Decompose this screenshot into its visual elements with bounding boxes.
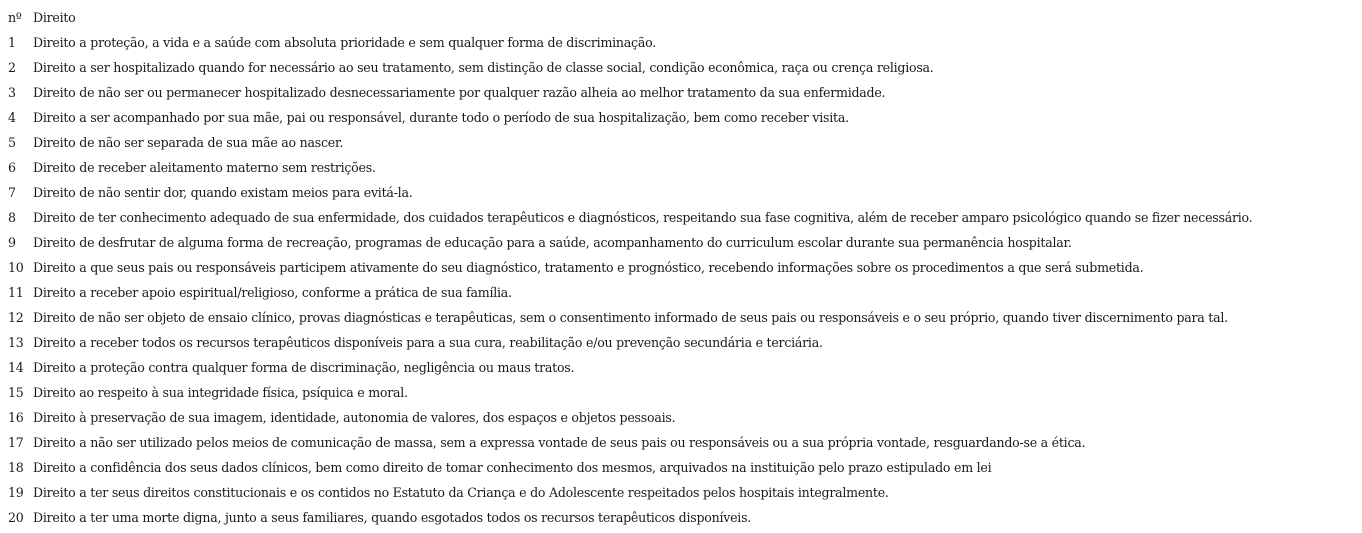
table-row [8,180,1252,205]
table-row [8,230,1252,255]
row-right-text: Direito a proteção contra qualquer forma de discriminação, negligência ou maus tratos. [33,360,575,375]
row-right-text: Direito a receber apoio espiritual/religioso, conforme a prática de sua família. [33,285,512,300]
table-row [8,455,1252,480]
row-right-text: Direito à preservação de sua imagem, identidade, autonomia de valores, dos espaços e objetos pessoais. [33,410,676,425]
rights-table [8,5,1252,530]
table-row [8,305,1252,330]
table-row [8,505,1252,530]
row-right-text: Direito de não ser separada de sua mãe ao nascer. [33,135,344,150]
table-row [8,30,1252,55]
table-header-row [8,5,1252,30]
row-number: 1 [8,35,16,50]
row-number: 9 [8,235,16,250]
row-number: 10 [8,260,24,275]
row-right-text: Direito a ser hospitalizado quando for necessário ao seu tratamento, sem distinção de classe social, condição econômica, raça ou crença religiosa. [33,60,934,75]
table-row [8,380,1252,405]
row-right-text: Direito a que seus pais ou responsáveis participem ativamente do seu diagnóstico, tratamento e prognóstico, recebendo informações sobre os procedimentos a que será submetida. [33,260,1144,275]
table-row [8,255,1252,280]
row-number: 3 [8,85,16,100]
row-right-text: Direito a ter seus direitos constitucionais e os contidos no Estatuto da Criança e do Adolescente respeitados pelos hospitais integralmente. [33,485,889,500]
row-right-text: Direito de não ser objeto de ensaio clínico, provas diagnósticas e terapêuticas, sem o consentimento informado de seus pais ou responsáveis e o seu próprio, quando tiver discernimento para tal. [33,310,1228,325]
table-row [8,130,1252,155]
row-number: 2 [8,60,16,75]
table-row [8,330,1252,355]
row-right-text: Direito de ter conhecimento adequado de sua enfermidade, dos cuidados terapêuticos e diagnósticos, respeitando sua fase cognitiva, além de receber amparo psicológico quando se fizer necessário. [33,210,1253,225]
table-row [8,280,1252,305]
table-row [8,55,1252,80]
row-right-text: Direito a receber todos os recursos terapêuticos disponíveis para a sua cura, reabilitação e/ou prevenção secundária e terciária. [33,335,823,350]
table-row [8,405,1252,430]
table-row [8,80,1252,105]
row-number: 17 [8,435,24,450]
row-number: 13 [8,335,24,350]
row-right-text: Direito a ter uma morte digna, junto a seus familiares, quando esgotados todos os recursos terapêuticos disponíveis. [33,510,752,525]
row-number: 6 [8,160,16,175]
row-right-text: Direito a ser acompanhado por sua mãe, pai ou responsável, durante todo o período de sua hospitalização, bem como receber visita. [33,110,849,125]
row-number: 14 [8,360,24,375]
header-right: Direito [33,10,76,25]
table-row [8,480,1252,505]
row-number: 19 [8,485,24,500]
row-number: 7 [8,185,16,200]
table-row [8,205,1252,230]
row-right-text: Direito de desfrutar de alguma forma de recreação, programas de educação para a saúde, acompanhamento do curriculum escolar durante sua permanência hospitalar. [33,235,1072,250]
row-right-text: Direito ao respeito à sua integridade física, psíquica e moral. [33,385,408,400]
table-row [8,355,1252,380]
row-number: 12 [8,310,24,325]
table-row [8,105,1252,130]
row-right-text: Direito de não sentir dor, quando existam meios para evitá-la. [33,185,413,200]
row-number: 16 [8,410,24,425]
row-right-text: Direito de receber aleitamento materno sem restrições. [33,160,376,175]
header-number: nº [8,10,22,25]
row-number: 5 [8,135,16,150]
row-right-text: Direito a proteção, a vida e a saúde com absoluta prioridade e sem qualquer forma de discriminação. [33,35,656,50]
row-number: 20 [8,510,24,525]
row-right-text: Direito a não ser utilizado pelos meios de comunicação de massa, sem a expressa vontade de seus pais ou responsáveis ou a sua própria vontade, resguardando-se a ética. [33,435,1086,450]
row-right-text: Direito de não ser ou permanecer hospitalizado desnecessariamente por qualquer razão alheia ao melhor tratamento da sua enfermidade. [33,85,886,100]
row-number: 8 [8,210,16,225]
row-number: 11 [8,285,24,300]
row-number: 4 [8,110,16,125]
row-number: 18 [8,460,24,475]
row-number: 15 [8,385,24,400]
row-right-text: Direito a confidência dos seus dados clínicos, bem como direito de tomar conhecimento dos mesmos, arquivados na instituição pelo prazo estipulado em lei [33,460,992,475]
table-row [8,155,1252,180]
table-row [8,430,1252,455]
